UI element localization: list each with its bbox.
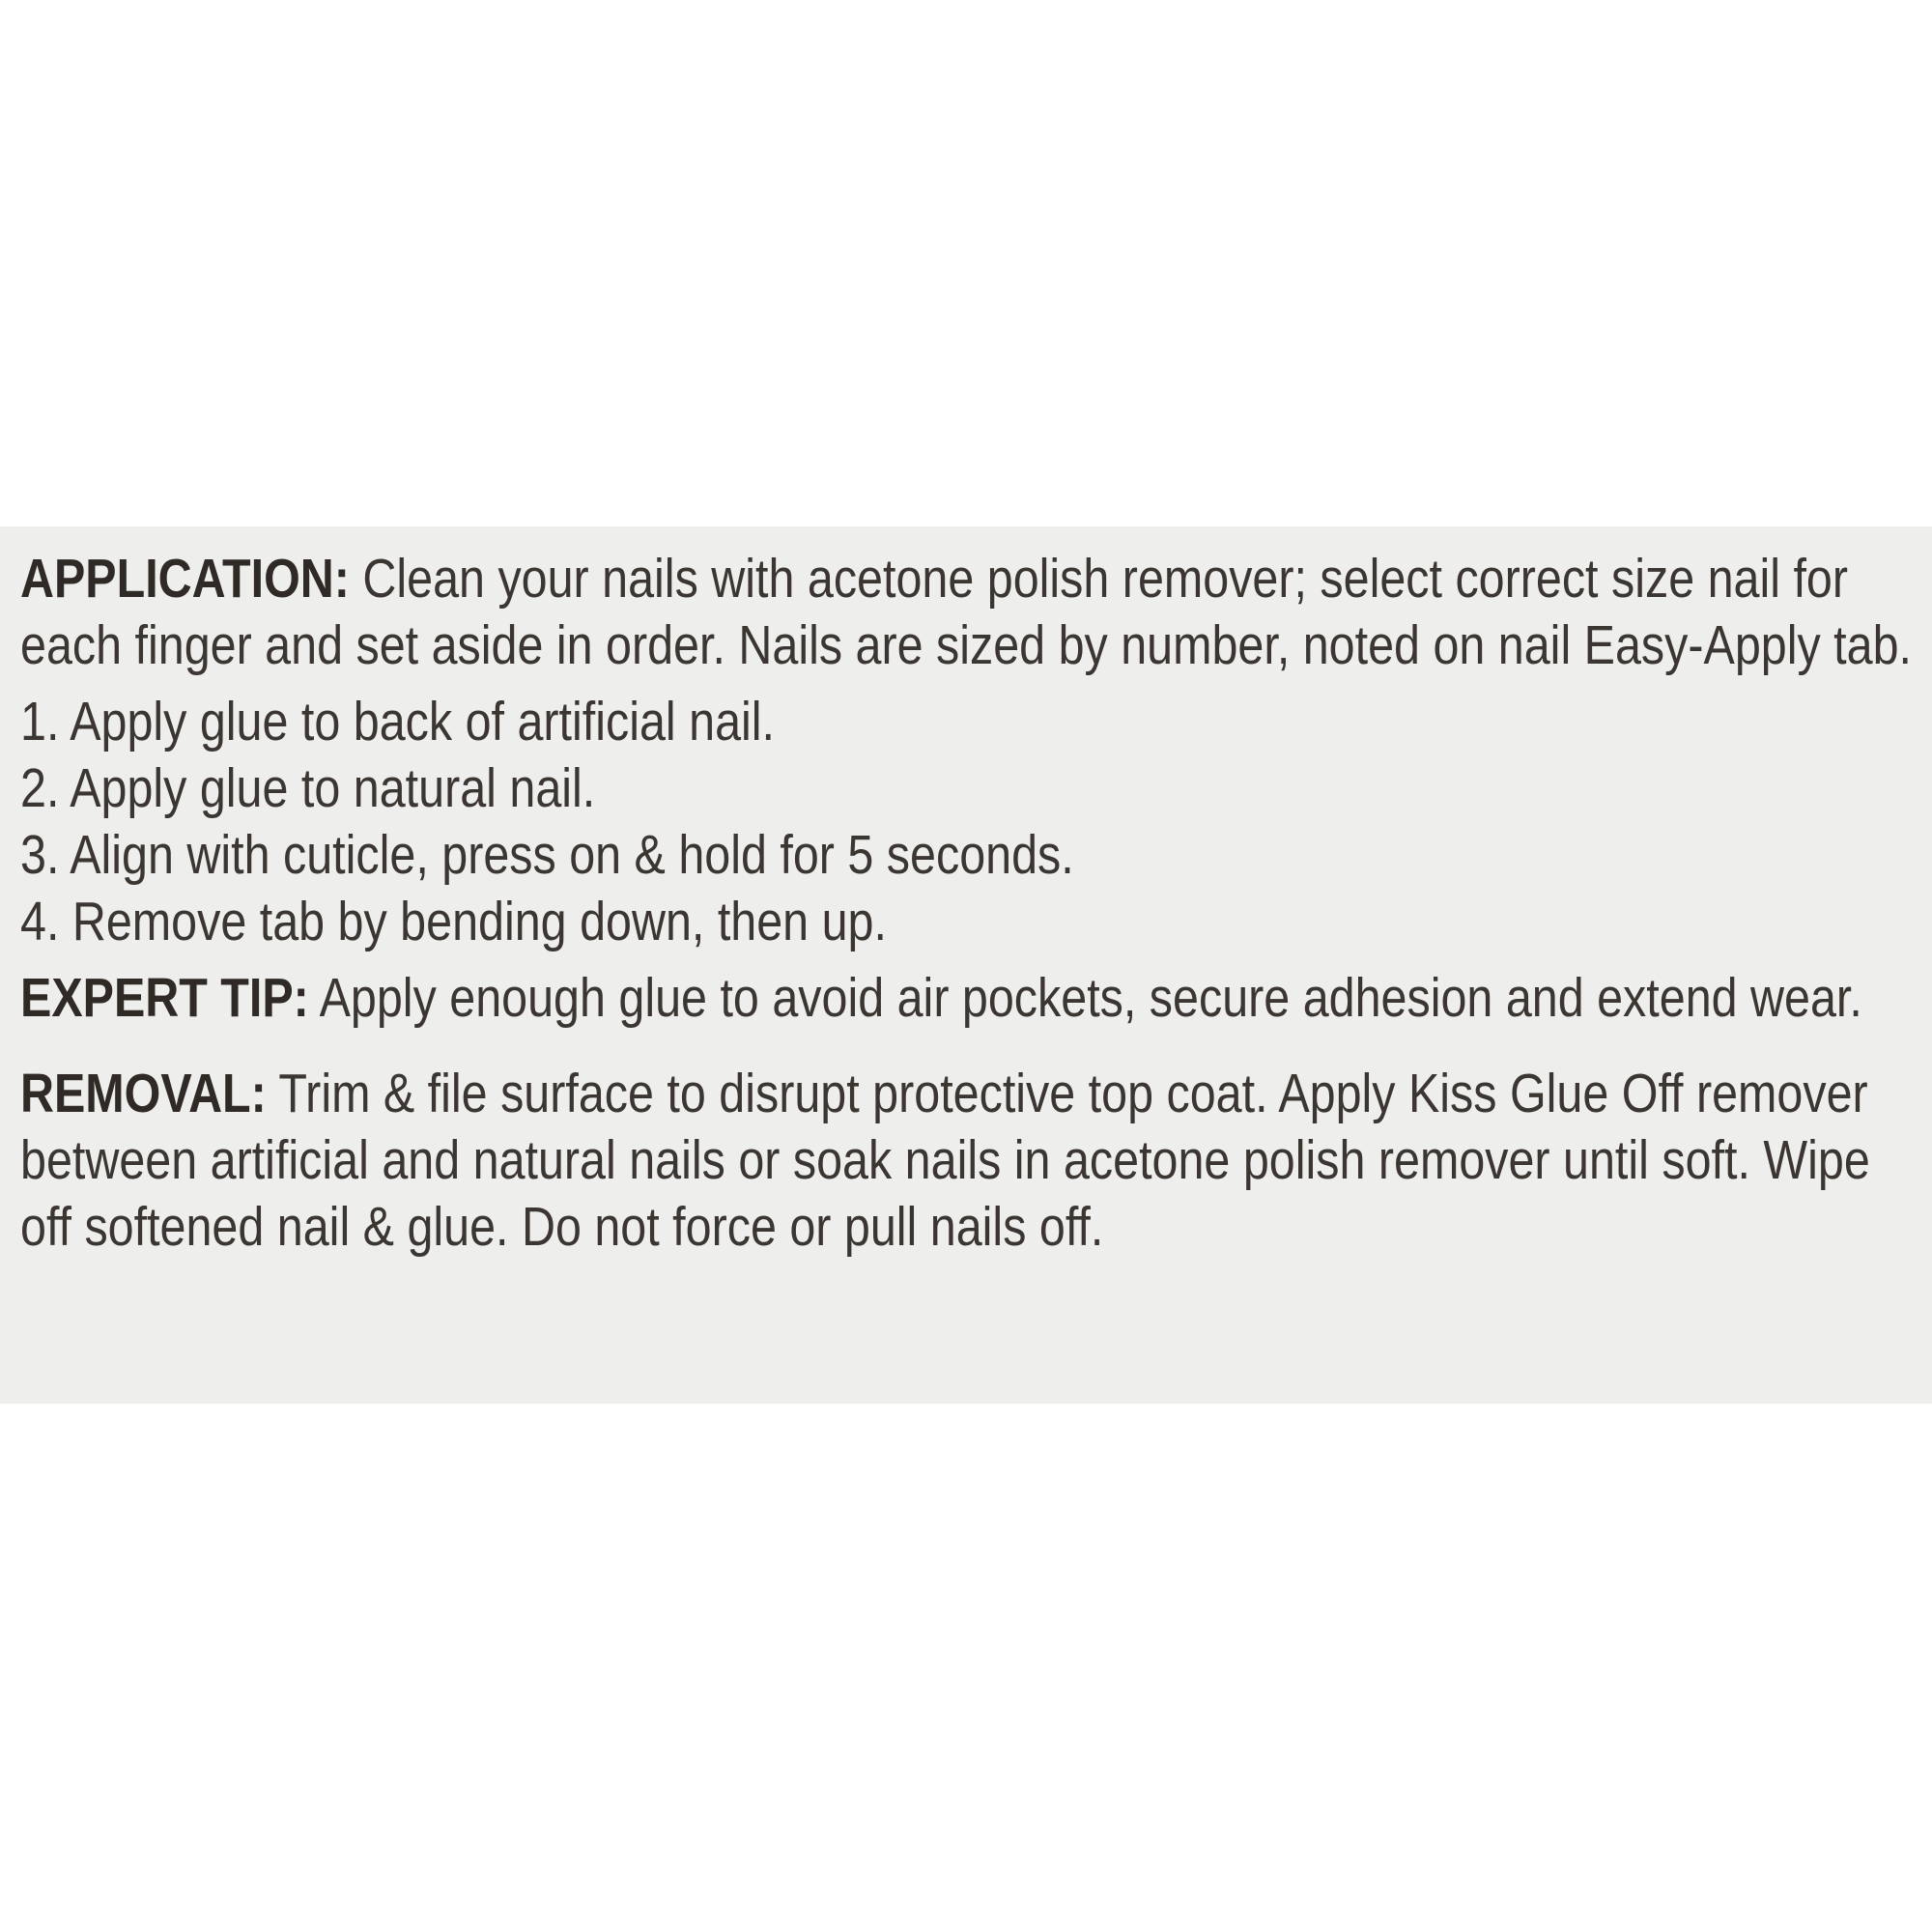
expert-tip-text: Apply enough glue to avoid air pockets, secure adhesion and extend wear. bbox=[308, 967, 1862, 1029]
application-steps bbox=[20, 689, 1925, 955]
application-text: Clean your nails with acetone polish remover; select correct size nail for each finger and set aside in order. Nails are sized by number, noted on nail Easy-Apply tab. bbox=[20, 548, 1913, 676]
expert-tip-paragraph bbox=[20, 965, 1925, 1032]
step-2: 2. Apply glue to natural nail. bbox=[20, 757, 596, 819]
application-label: APPLICATION: bbox=[20, 548, 350, 610]
instructions-panel bbox=[0, 526, 1932, 1404]
removal-paragraph bbox=[20, 1061, 1925, 1261]
step-3: 3. Align with cuticle, press on & hold for 5 seconds. bbox=[20, 824, 1074, 886]
removal-label: REMOVAL: bbox=[20, 1063, 267, 1124]
step-1: 1. Apply glue to back of artificial nail. bbox=[20, 691, 776, 753]
application-paragraph bbox=[20, 546, 1925, 679]
removal-text: Trim & file surface to disrupt protective top coat. Apply Kiss Glue Off remover between artificial and natural nails or soak nails in acetone polish remover until soft. Wipe off softened nail & glue. Do not force or pull nails off. bbox=[20, 1063, 1870, 1258]
expert-tip-label: EXPERT TIP: bbox=[20, 967, 309, 1029]
step-4: 4. Remove tab by bending down, then up. bbox=[20, 891, 887, 952]
